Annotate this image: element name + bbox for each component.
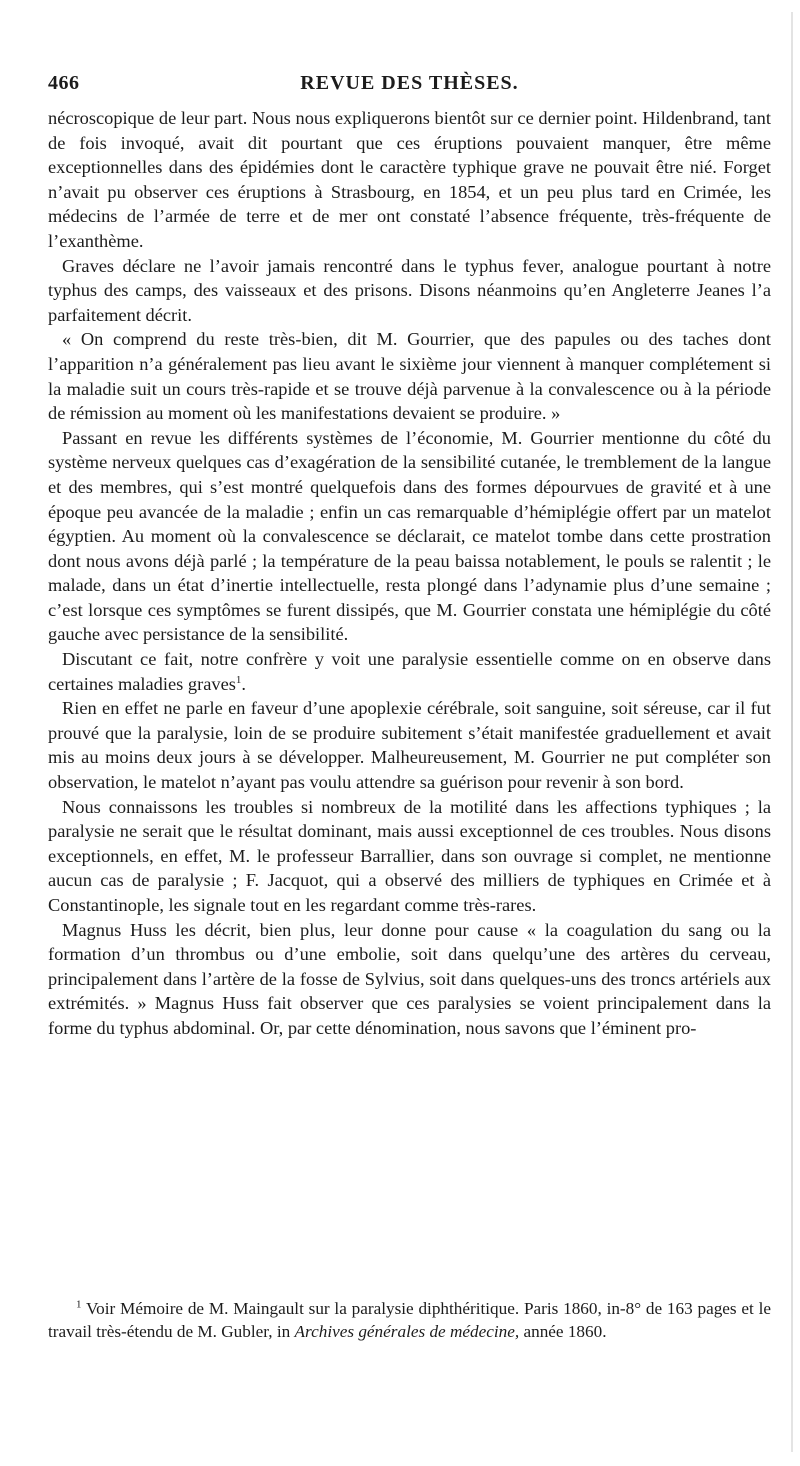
paragraph-end-punctuation: . [241,673,247,694]
page-header [48,72,771,102]
paragraph: Graves déclare ne l’avoir jamais rencontré dans le typhus fever, analogue pourtant à notre typhus des camps, des vaisseaux et des prisons. Disons néanmoins qu’en Angleterre Jeanes l’a parfaitement décrit. [48,255,771,325]
footnote-text-end: année 1860. [519,1321,607,1341]
paragraph: Passant en revue les différents systèmes de l’économie, M. Gourrier mentionne du côté du système nerveux quelques cas d’exagération de la sensibilité cutanée, le tremblement de la langue et des membres, qui s’est montré quelquefois dans des formes dépourvues de gravité et à une époque peu avancée de la maladie ; enfin un cas remarquable d’hémiplégie offert par un matelot égyptien. Au moment où la convalescence se déclarait, ce matelot tombe dans cette prostration dont nous avons déjà parlé ; la température de la peau baissa notablement, le pouls se ralentit ; le malade, dans un état d’inertie intellectuelle, resta plongé dans l’adynamie plus d’une semaine ; c’est lorsque ces symptômes se furent dissipés, que M. Gourrier constata une hémiplégie du côté gauche avec persistance de la sensibilité. [48,427,771,645]
footnote-marker: 1 [76,1298,82,1311]
paragraph: nécroscopique de leur part. Nous nous expliquerons bientôt sur ce dernier point. Hildenbrand, tant de fois invoqué, avait dit pourtant que ces éruptions pouvaient manquer, être même exceptionnelles dans des épidémies dont le caractère typhique grave ne pouvait être nié. Forget n’avait pu observer ces éruptions à Strasbourg, en 1854, et un peu plus tard en Crimée, les médecins de l’armée de terre et de mer ont constaté l’absence fréquente, très-fréquente de l’exanthème. [48,108,771,251]
footnote-divider [110,1284,310,1285]
footnote-journal-title: Archives générales de médecine, [294,1321,520,1341]
footnote-reference: 1 [235,673,242,686]
body-text [48,106,771,1041]
page-number: 466 [48,72,80,94]
footnote [48,1298,771,1343]
footnote-text: Voir Mémoire de M. Maingault sur la paralysie diphthéritique. Paris 1860, in-8° de 163 pages et le travail très-étendu de M. Gubler, in [48,1299,771,1341]
running-title: REVUE DES THÈSES. [300,72,519,94]
scan-edge-shadow [791,12,793,1452]
paragraph: Nous connaissons les troubles si nombreux de la motilité dans les affections typhiques ; la paralysie ne serait que le résultat dominant, mais aussi exceptionnel de ces troubles. Nous disons exceptionnels, en effet, M. le professeur Barrallier, dans son ouvrage si complet, ne mentionne aucun cas de paralysie ; F. Jacquot, qui a observé des milliers de typhiques en Crimée et à Constantinople, les signale tout en les regardant comme très-rares. [48,796,771,915]
paragraph: Magnus Huss les décrit, bien plus, leur donne pour cause « la coagulation du sang ou la formation d’un thrombus ou d’une embolie, soit dans quelqu’une des artères du cerveau, principalement dans l’artère de la fosse de Sylvius, soit dans quelques-uns des troncs artériels aux extrémités. » Magnus Huss fait observer que ces paralysies se voient principalement dans la forme du typhus abdominal. Or, par cette dénomination, nous savons que l’éminent pro- [48,919,771,1038]
paragraph: « On comprend du reste très-bien, dit M. Gourrier, que des papules ou des taches dont l’apparition n’a généralement pas lieu avant le sixième jour viennent à manquer complétement si la maladie suit un cours très-rapide et se trouve déjà parvenue à la convalescence ou à la période de rémission au moment où les manifestations devaient se produire. » [48,329,771,424]
paragraph: Rien en effet ne parle en faveur d’une apoplexie cérébrale, soit sanguine, soit séreuse, car il fut prouvé que la paralysie, loin de se produire subitement s’était manifestée graduellement et avait mis au moins deux jours à se développer. Malheureusement, M. Gourrier ne put compléter son observation, le matelot n’ayant pas voulu attendre sa guérison pour revenir à son bord. [48,698,771,793]
paragraph [48,647,771,696]
paragraph-text: Discutant ce fait, notre confrère y voit une paralysie essentielle comme on en observe dans certaines maladies graves [48,649,771,694]
